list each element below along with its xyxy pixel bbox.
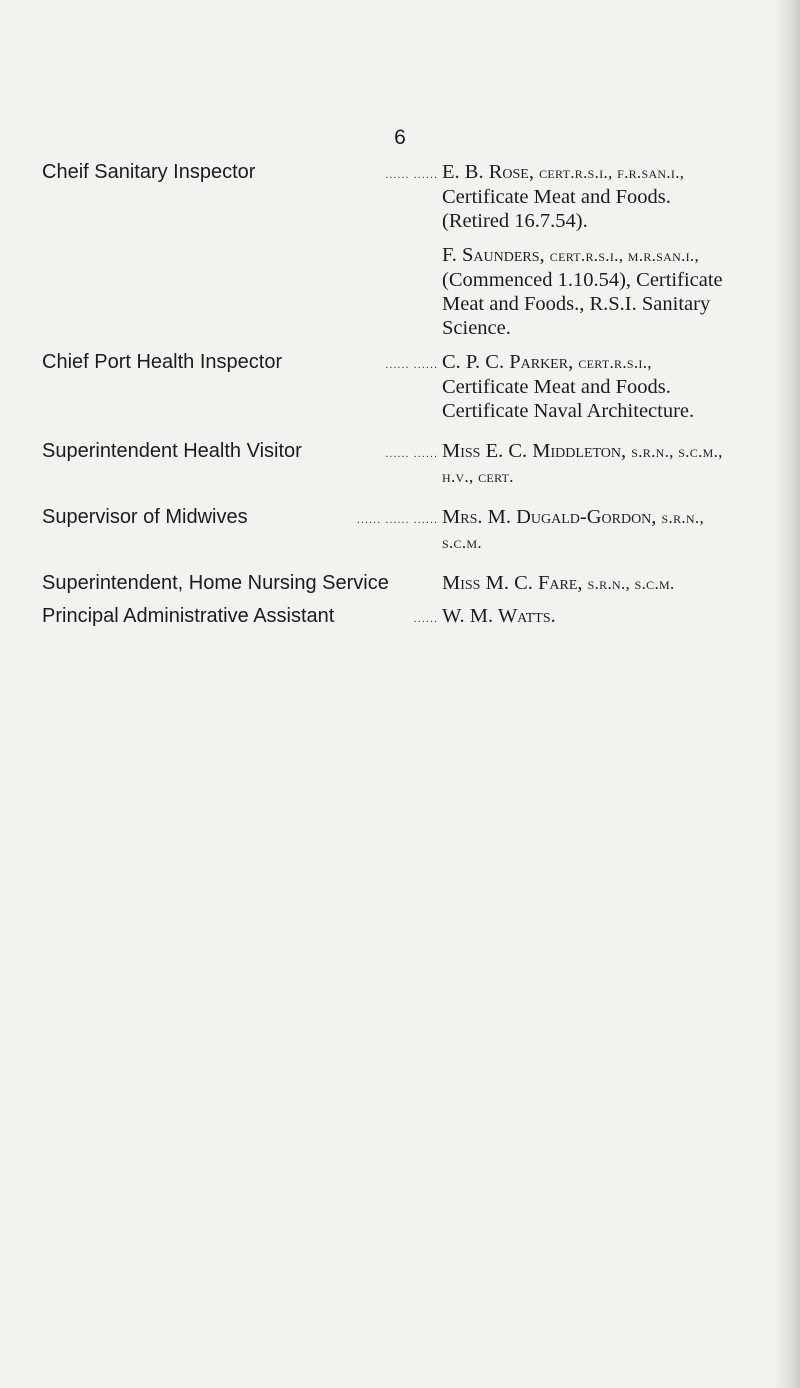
staff-entry — [42, 439, 782, 489]
holder-qualifications: s.r.n., s.c.m. — [587, 574, 675, 593]
holder-detail-line: Certificate Meat and Foods. — [442, 376, 671, 398]
holder-detail-line: s.c.m. — [442, 533, 482, 552]
holder-detail-line: Certificate Naval Architecture. — [442, 400, 695, 422]
role-cell — [42, 604, 442, 631]
holder-cell — [442, 505, 782, 555]
holder-name: E. B. Rose, — [442, 161, 534, 183]
holder-paragraph — [442, 160, 782, 233]
staff-entry — [42, 604, 782, 631]
holder-name: Miss E. C. Middleton, — [442, 440, 627, 462]
role-cell — [42, 571, 442, 595]
staff-entry — [42, 505, 782, 555]
holder-name: Mrs. M. Dugald-Gordon, — [442, 506, 657, 528]
staff-entry — [42, 160, 782, 340]
role-title: Chief Port Health Inspector — [42, 351, 283, 373]
staff-entry — [42, 571, 782, 596]
holder-cell — [442, 604, 782, 628]
staff-list — [42, 160, 782, 631]
role-cell — [42, 350, 442, 377]
holder-paragraph — [442, 571, 782, 596]
holder-name: Miss M. C. Fare, — [442, 572, 583, 594]
leader-dots: ...... ...... ...... — [356, 514, 438, 526]
leader-dots: ...... — [413, 613, 438, 625]
role-title: Superintendent, Home Nursing Service — [42, 572, 389, 594]
holder-detail-line: h.v., cert. — [442, 467, 514, 486]
leader-dots: ...... ...... — [385, 448, 438, 460]
role-title: Supervisor of Midwives — [42, 506, 248, 528]
role-cell — [42, 439, 442, 466]
holder-detail-line: (Commenced 1.10.54), Certificate — [442, 269, 723, 291]
holder-qualifications: s.r.n., s.c.m., — [631, 442, 723, 461]
role-cell — [42, 505, 442, 532]
holder-name: F. Saunders, — [442, 244, 545, 266]
page-number: 6 — [394, 126, 406, 149]
holder-detail-line: (Retired 16.7.54). — [442, 210, 588, 232]
staff-entry — [42, 350, 782, 423]
holder-name: W. M. Watts. — [442, 605, 556, 627]
holder-paragraph — [442, 505, 782, 555]
holder-qualifications: cert.r.s.i., f.r.san.i., — [539, 163, 685, 182]
holder-cell — [442, 571, 782, 596]
role-title: Cheif Sanitary Inspector — [42, 161, 256, 183]
holder-name: C. P. C. Parker, — [442, 351, 574, 373]
role-title: Superintendent Health Visitor — [42, 440, 302, 462]
holder-qualifications: cert.r.s.i., m.r.san.i., — [549, 246, 700, 265]
holder-qualifications: s.r.n., — [661, 508, 704, 527]
holder-cell — [442, 350, 782, 423]
holder-cell — [442, 439, 782, 489]
holder-paragraph — [442, 439, 782, 489]
holder-detail-line: Meat and Foods., R.S.I. Sanitary — [442, 293, 711, 315]
holder-paragraph — [442, 350, 782, 423]
role-title: Principal Administrative Assistant — [42, 605, 335, 627]
holder-detail-line: Science. — [442, 317, 511, 339]
holder-cell — [442, 160, 782, 340]
holder-paragraph — [442, 243, 782, 340]
leader-dots: ...... ...... — [385, 169, 438, 181]
role-cell — [42, 160, 442, 187]
holder-qualifications: cert.r.s.i., — [578, 353, 652, 372]
holder-detail-line: Certificate Meat and Foods. — [442, 186, 671, 208]
leader-dots: ...... ...... — [385, 359, 438, 371]
holder-paragraph — [442, 604, 782, 628]
